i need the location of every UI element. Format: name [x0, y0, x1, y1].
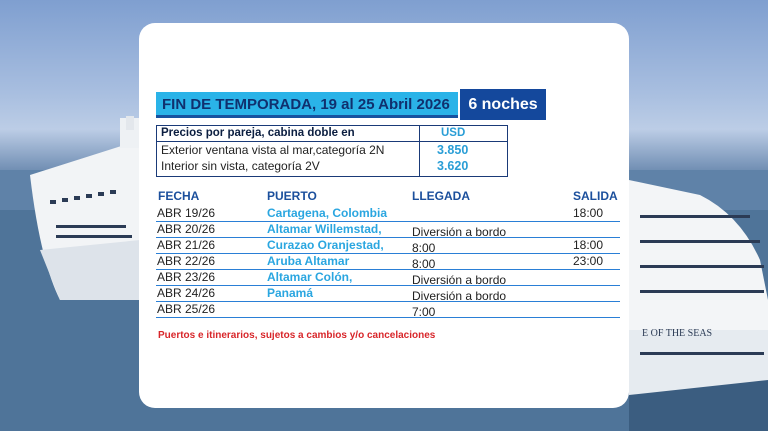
- row-port: Curazao Oranjestad,: [267, 238, 384, 252]
- row-arrival: 8:00: [412, 241, 436, 255]
- disclaimer-note: Puertos e itinerarios, sujetos a cambios y/o cancelaciones: [158, 330, 436, 341]
- price-heading: Precios por pareja, cabina doble en: [161, 127, 355, 139]
- row-date: ABR 24/26: [157, 286, 216, 300]
- row-arrival: 8:00: [412, 257, 436, 271]
- itinerary-row: [156, 237, 620, 254]
- row-date: ABR 25/26: [157, 302, 216, 316]
- column-header-port: PUERTO: [267, 189, 317, 203]
- column-header-departure: SALIDA: [573, 189, 618, 203]
- nights-badge: 6 noches: [460, 89, 546, 120]
- row-date: ABR 22/26: [157, 254, 216, 268]
- row-port: Altamar Willemstad,: [267, 222, 382, 236]
- itinerary-row: [156, 269, 620, 286]
- row-departure: 23:00: [573, 254, 604, 268]
- row-departure: 18:00: [573, 238, 604, 252]
- currency-label: USD: [441, 127, 466, 139]
- cabin-description: Exterior ventana vista al mar,categoría 2N: [161, 143, 385, 157]
- row-arrival: Diversión a bordo: [412, 225, 507, 239]
- price-row: [157, 158, 507, 174]
- row-port: Altamar Colón,: [267, 270, 353, 284]
- row-port: Cartagena, Colombia: [267, 206, 388, 220]
- itinerary-row: [156, 285, 620, 302]
- row-arrival: Diversión a bordo: [412, 273, 507, 287]
- row-date: ABR 20/26: [157, 222, 216, 236]
- cabin-description: Interior sin vista, categoría 2V: [161, 159, 320, 173]
- itinerary-row: [156, 253, 620, 270]
- price-table: [156, 125, 508, 177]
- row-port: Panamá: [267, 286, 314, 300]
- ship-name-lettering: E OF THE SEAS: [642, 328, 713, 339]
- row-date: ABR 21/26: [157, 238, 216, 252]
- row-arrival: Diversión a bordo: [412, 289, 507, 303]
- offer-title: FIN DE TEMPORADA, 19 al 25 Abril 2026: [156, 92, 458, 118]
- row-arrival: 7:00: [412, 305, 436, 319]
- price-table-header: [157, 126, 507, 142]
- row-departure: 18:00: [573, 206, 604, 220]
- itinerary-row: [156, 221, 620, 238]
- column-header-date: FECHA: [158, 189, 200, 203]
- itinerary-row: [156, 301, 620, 318]
- itinerary-row: [156, 205, 620, 222]
- row-port: Aruba Altamar: [267, 254, 350, 268]
- cabin-price: 3.620: [437, 159, 469, 173]
- row-date: ABR 19/26: [157, 206, 216, 220]
- cruise-offer-card: [139, 23, 629, 408]
- cabin-price: 3.850: [437, 143, 469, 157]
- row-date: ABR 23/26: [157, 270, 216, 284]
- price-row: [157, 142, 507, 158]
- column-header-arrival: LLEGADA: [412, 189, 470, 203]
